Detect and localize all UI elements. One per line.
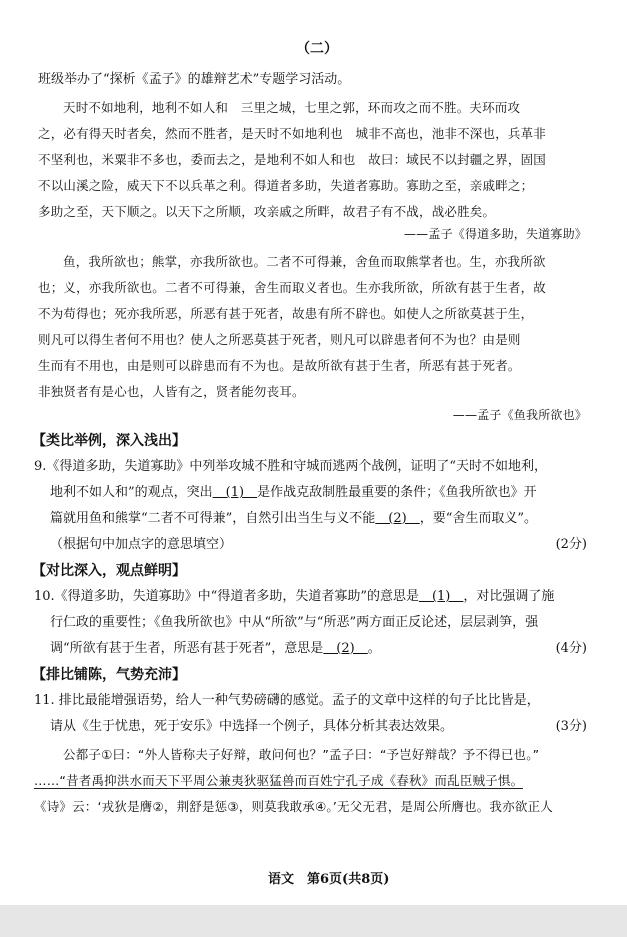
q9-text: 地利不如人和”的观点，突出 [50, 485, 213, 500]
passage3-line: 公都子①曰：“外人皆称夫子好辩，敢问何也？”孟子曰：“予岂好辩哉？予不得已也。” [63, 747, 540, 762]
q9-line1: 9.《得道多助，失道寡助》中列举攻城不胜和守城而逃两个战例，证明了“天时不如地利， [34, 459, 548, 474]
passage1-line: 不以山溪之险，威天下不以兵革之利。得道者多助，失道者寡助。寡助之至，亲戚畔之； [38, 178, 534, 193]
q9-text: 是作战克敌制胜最重要的条件；《鱼我所欲也》开 [257, 485, 537, 500]
q10-blank-1: (1) [418, 589, 464, 604]
q10-text: 调“所欲有甚于生者，所恶有甚于死者”，意思是 [50, 641, 324, 656]
passage2-line: 非独贤者有是心也，人皆有之，贤者能勿丧耳。 [38, 384, 305, 399]
q9-text: 篇就用鱼和熊掌“二者不可得兼”，自然引出当生与义不能 [50, 511, 376, 526]
passage2-line: 生而有不用也，由是则可以辟患而有不为也。是故所欲有甚于生者，所恶有甚于死者。 [38, 358, 521, 373]
passage2-line: 则凡可以得生者何不用也？使人之所恶莫甚于死者，则凡可以辟患者何不为也？由是则 [38, 332, 521, 347]
q9-blank-2: (2) [375, 511, 420, 526]
passage3-line-underlined [34, 772, 523, 790]
passage2-line: 鱼，我所欲也；熊掌，亦我所欲也。二者不可得兼，舍鱼而取熊掌者也。生，亦我所欲 [63, 254, 546, 269]
q9-blank-1: (1) [212, 485, 258, 500]
passage2-line: 不为苟得也；死亦我所恶，所恶有甚于死者，故患有所不辟也。如使人之所欲莫甚于生， [38, 306, 534, 321]
q10-line2: 行仁政的重要性；《鱼我所欲也》中从“所欲”与“所恶”两方面正反论述，层层剥笋，强 [50, 615, 539, 630]
q9-text: ，要“舍生而取义”。 [419, 511, 538, 526]
passage1-line: 不坚利也，米粟非不多也，委而去之，是地利不如人和也 故曰：域民不以封疆之界，固国 [38, 152, 547, 167]
q9-score: (2分) [555, 537, 587, 552]
q11-line1: 11. 排比最能增强语势，给人一种气势磅礴的感觉。孟子的文章中这样的句子比比皆是， [34, 693, 540, 708]
q11-line2: 请从《生于忧患，死于安乐》中选择一个例子，具体分析其表达效果。 [50, 719, 454, 734]
q9-line2 [50, 484, 537, 502]
passage1-line: 之，必有得天时者矣，然而不胜者，是天时不如地利也 城非不高也，池非不深也，兵革非 [38, 126, 547, 141]
passage3-text: ……“昔者禹抑洪水而天下平周公兼夷狄驱猛兽而百姓宁孔子成《春秋》而乱臣贼子惧。 [34, 773, 524, 788]
q9-instruction: （根据句中加点字的意思填空） [50, 537, 233, 552]
passage1-line: 多助之至，天下顺之。以天下之所顺，攻亲戚之所畔，故君子有不战，战必胜矣。 [38, 204, 496, 219]
passage2-line: 也；义，亦我所欲也。二者不可得兼，舍生而取义者也。生亦我所欲，所欲有甚于生者，故 [38, 280, 547, 295]
section-heading-contrast: 【对比深入，观点鲜明】 [32, 563, 186, 579]
bottom-margin [0, 905, 627, 937]
q10-text: 10.《得道多助，失道寡助》中“得道者多助，失道者寡助”的意思是 [34, 589, 419, 604]
q10-score: (4分) [555, 641, 587, 656]
q11-score: (3分) [555, 719, 587, 734]
section-heading-parallelism: 【排比铺陈，气势充沛】 [32, 667, 186, 683]
q10-blank-2: (2) [323, 641, 368, 656]
q10-text: 。 [367, 641, 381, 656]
section-heading-analogy: 【类比举例，深入浅出】 [32, 433, 186, 449]
page-footer: 语文 第6页(共8页) [268, 872, 390, 887]
passage1-line: 天时不如地利，地利不如人和 三里之城，七里之郭，环而攻之而不胜。夫环而攻 [63, 100, 521, 115]
q10-text: ，对比强调了施 [463, 589, 555, 604]
passage3-line: 《诗》云：‘戎狄是膺②，荆舒是惩③，则莫我敢承④。’无父无君，是周公所膺也。我亦欲正人 [34, 799, 553, 814]
q9-line3 [50, 510, 537, 528]
q10-line3 [50, 640, 381, 658]
passage2-source: ——孟子《鱼我所欲也》 [452, 408, 587, 422]
q10-line1 [34, 588, 554, 606]
passage1-source: ——孟子《得道多助，失道寡助》 [403, 227, 587, 241]
section-title: （二） [296, 41, 338, 57]
intro-text: 班级举办了“探析《孟子》的雄辩艺术”专题学习活动。 [38, 72, 351, 87]
